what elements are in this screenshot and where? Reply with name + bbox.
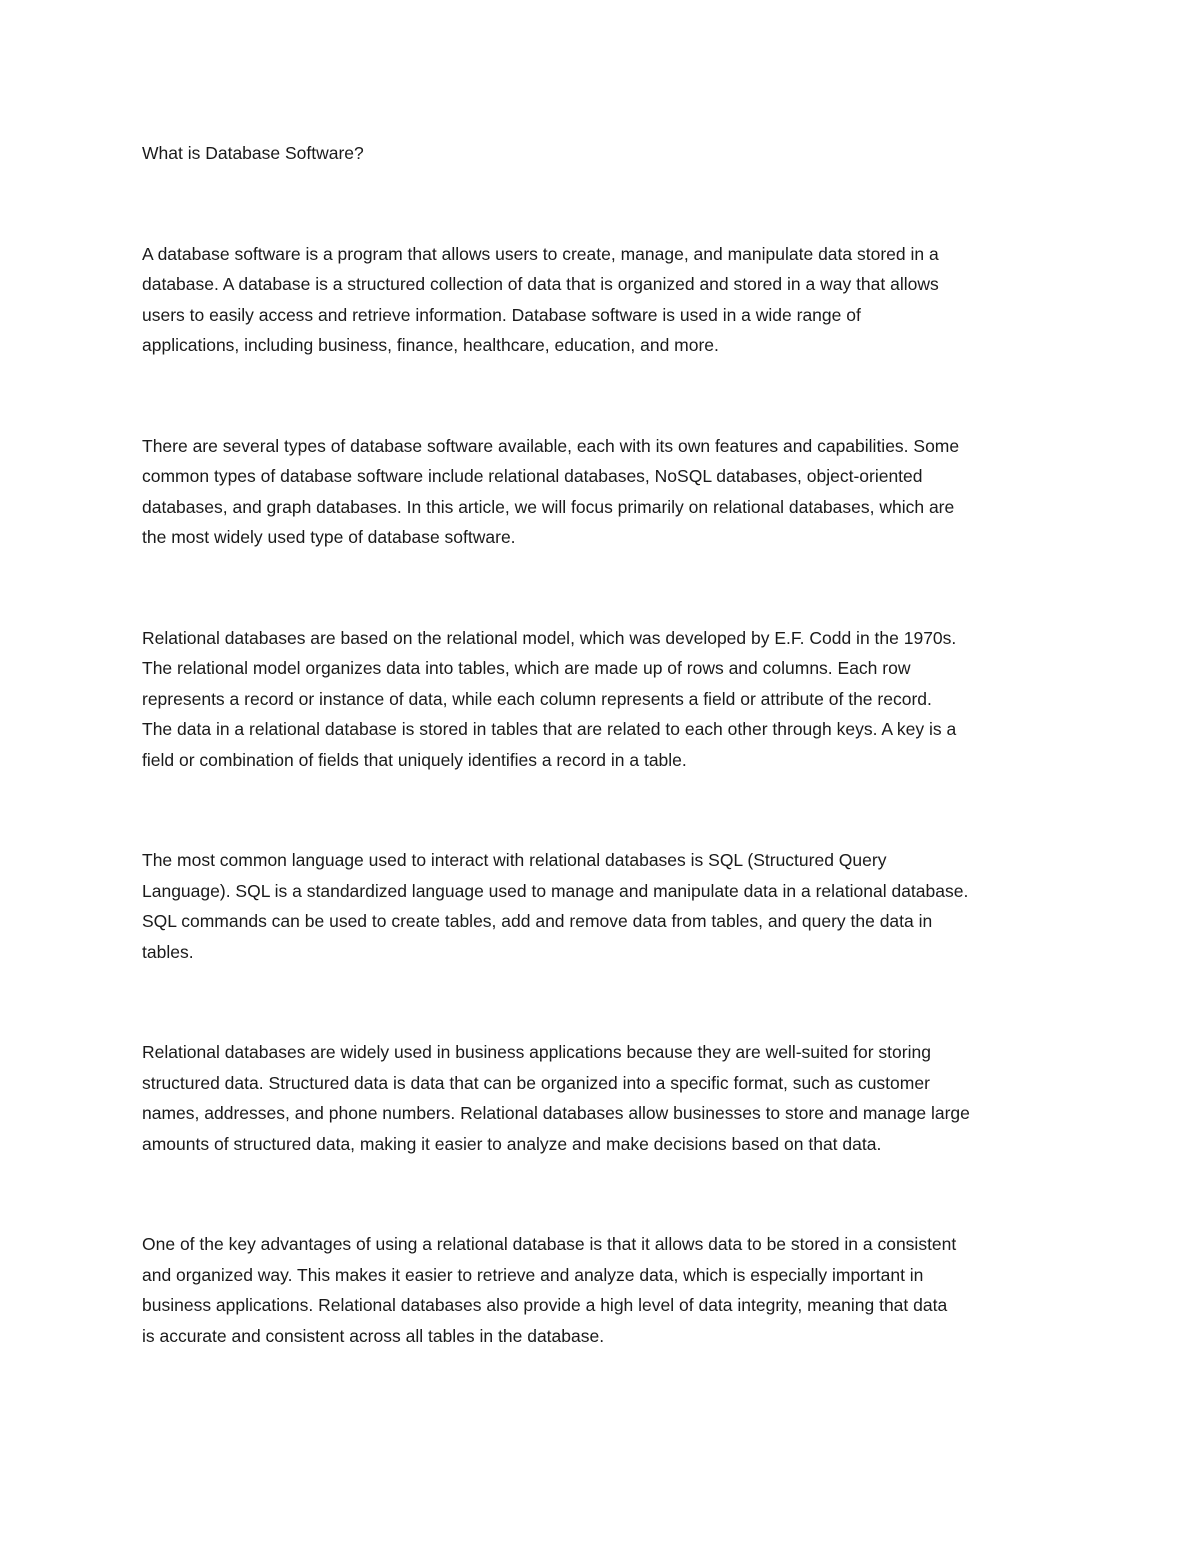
paragraph-line: amounts of structured data, making it easier to analyze and make decisions based on that data. — [142, 1133, 882, 1154]
paragraph-line: The most common language used to interact with relational databases is SQL (Structured Query — [142, 850, 887, 870]
paragraph-line: common types of database software include relational databases, NoSQL databases, object-oriented — [142, 466, 923, 486]
paragraph-line: The data in a relational database is stored in tables that are related to each other through keys. A key is a — [142, 719, 957, 739]
paragraph-relational-model — [142, 623, 1072, 776]
paragraph-line: One of the key advantages of using a relational database is that it allows data to be stored in a consistent — [142, 1234, 957, 1254]
paragraph-business — [142, 1037, 1072, 1159]
spacer — [142, 967, 1072, 1037]
paragraph-line: There are several types of database software available, each with its own features and capabilities. Some — [142, 435, 960, 456]
paragraph-line: The relational model organizes data into tables, which are made up of rows and columns. Each row — [142, 658, 911, 678]
paragraph-line: tables. — [142, 941, 194, 962]
paragraph-line: is accurate and consistent across all tables in the database. — [142, 1325, 605, 1346]
paragraph-line: Relational databases are based on the relational model, which was developed by E.F. Codd in the 1970s. — [142, 627, 957, 648]
paragraph-line: the most widely used type of database software. — [142, 527, 516, 547]
paragraph-line: represents a record or instance of data, while each column represents a field or attribute of the record. — [142, 688, 932, 709]
paragraph-line: applications, including business, finance, healthcare, education, and more. — [142, 335, 719, 355]
paragraph-line: Language). SQL is a standardized language used to manage and manipulate data in a relational database. — [142, 880, 969, 901]
paragraph-line: structured data. Structured data is data that can be organized into a specific format, such as customer — [142, 1072, 930, 1093]
paragraph-line: names, addresses, and phone numbers. Relational databases allow businesses to store and manage large — [142, 1103, 970, 1123]
paragraph-line: databases, and graph databases. In this article, we will focus primarily on relational databases, which are — [142, 496, 955, 517]
paragraph-line: Relational databases are widely used in business applications because they are well-suited for storing — [142, 1042, 931, 1062]
spacer — [142, 169, 1072, 239]
paragraph-line: and organized way. This makes it easier to retrieve and analyze data, which is especially important in — [142, 1264, 924, 1285]
paragraph-line: database. A database is a structured collection of data that is organized and stored in a way that allows — [142, 274, 939, 294]
document-title: What is Database Software? — [142, 143, 364, 163]
paragraph-sql — [142, 845, 1072, 967]
paragraph-line: field or combination of fields that uniquely identifies a record in a table. — [142, 749, 687, 770]
paragraph-intro — [142, 239, 1072, 361]
paragraph-advantages — [142, 1229, 1072, 1351]
spacer — [142, 775, 1072, 845]
spacer — [142, 361, 1072, 431]
paragraph-line: SQL commands can be used to create tables, add and remove data from tables, and query the data in — [142, 911, 933, 931]
spacer — [142, 1159, 1072, 1229]
spacer — [142, 553, 1072, 623]
paragraph-line: A database software is a program that allows users to create, manage, and manipulate data stored in a — [142, 243, 939, 264]
paragraph-line: business applications. Relational databases also provide a high level of data integrity, meaning that data — [142, 1295, 948, 1315]
paragraph-types — [142, 431, 1072, 553]
paragraph-line: users to easily access and retrieve information. Database software is used in a wide range of — [142, 304, 861, 325]
document-body — [142, 138, 1072, 1351]
